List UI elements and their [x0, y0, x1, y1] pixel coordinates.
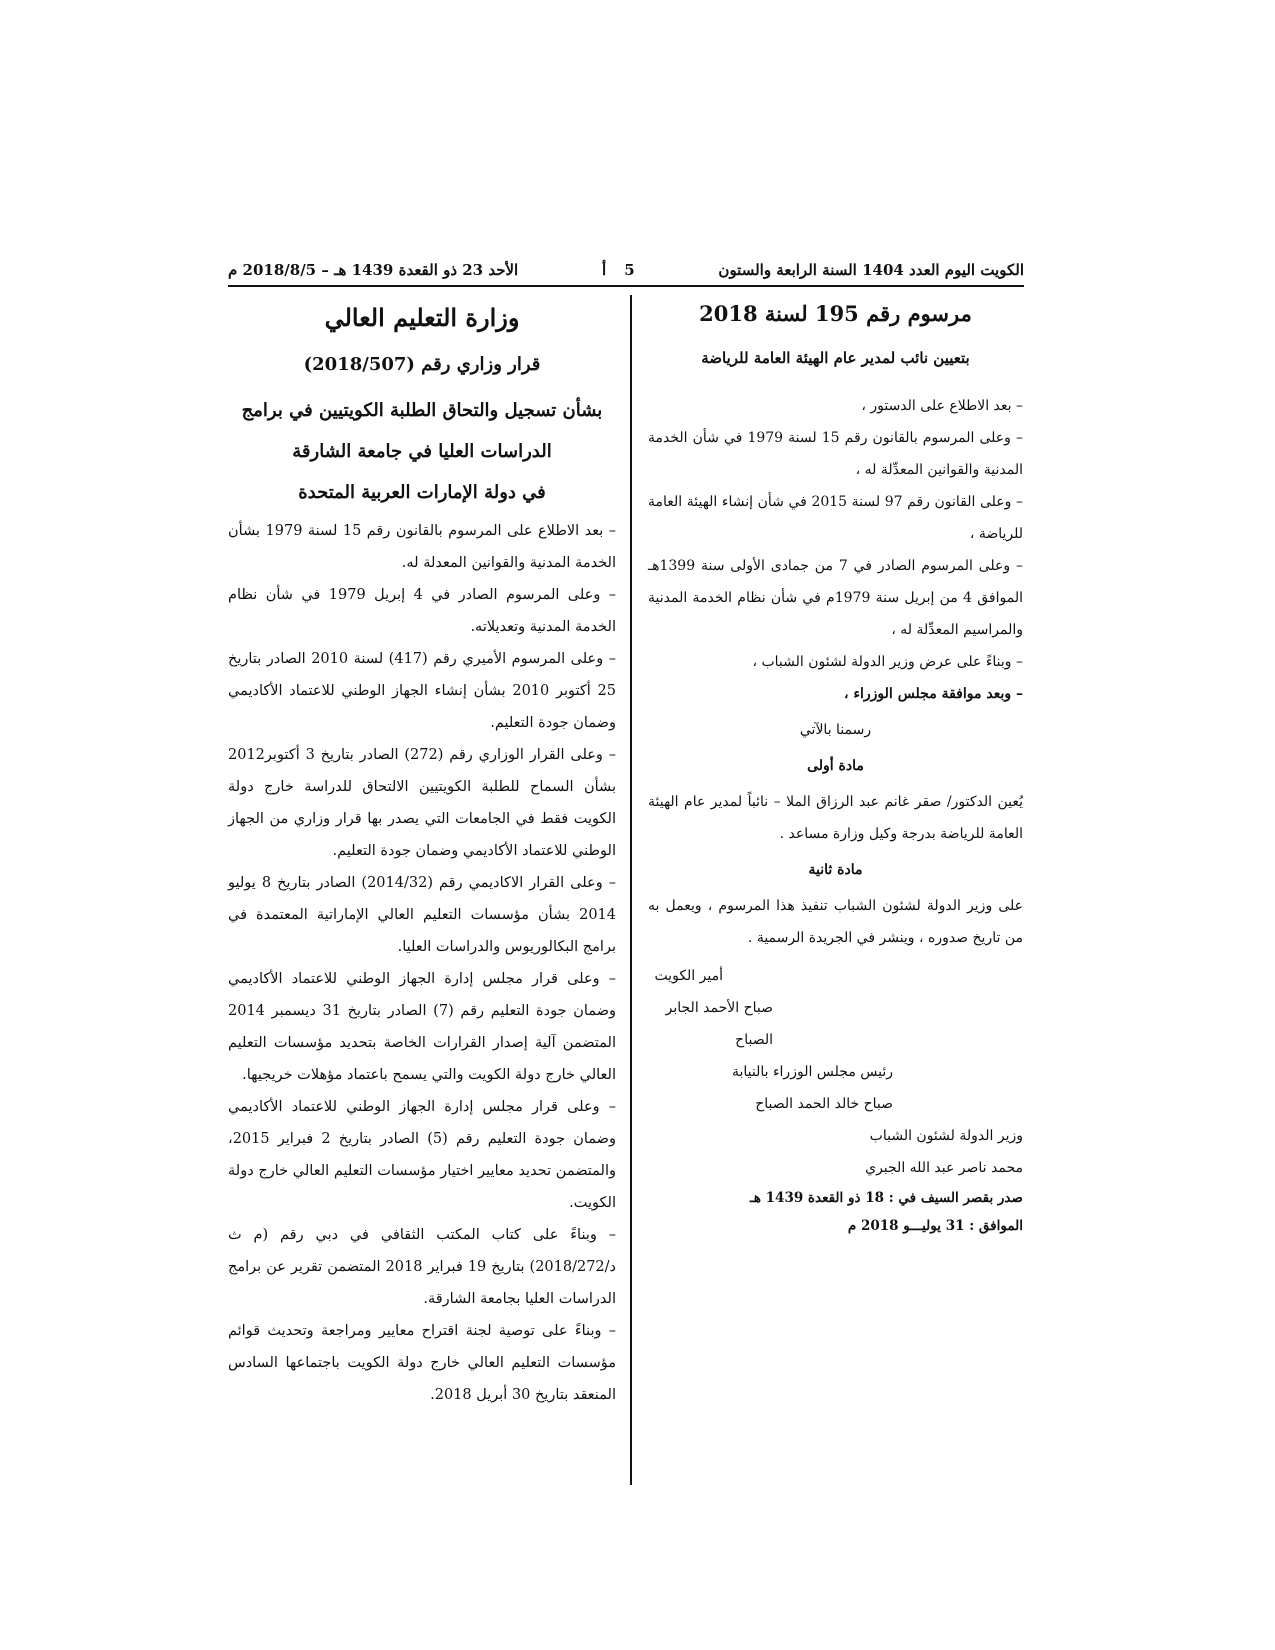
header-gazette-info: الكويت اليوم العدد 1404 السنة الرابعة والستون — [718, 261, 1024, 279]
decision-paragraph: – وعلى المرسوم الصادر في 4 إبريل 1979 في شأن نظام الخدمة المدنية وتعديلاته. — [228, 587, 616, 635]
ministry-title: وزارة التعليم العالي — [324, 303, 520, 332]
header-date: الأحد 23 ذو القعدة 1439 هـ – 2018/8/5 م — [228, 261, 519, 279]
decree-preamble-item: – وعلى المرسوم الصادر في 7 من جمادى الأولى سنة 1399هـ الموافق 4 من إبريل سنة 1979م في شأن نظام الخدمة المدنية والمراسيم المعدِّلة له ، — [648, 558, 1023, 638]
decision-paragraph: – وعلى القرار الوزاري رقم (272) الصادر بتاريخ 3 أكتوبر2012 بشأن السماح للطلبة الكويتيين الالتحاق للدراسة خارج دولة الكويت فقط في الجامعات التي يصدر بها قرار وزاري من الجهاز الوطني للاعتماد الأكاديمي وضمان جودة التعليم. — [228, 747, 616, 859]
signature-block — [648, 960, 1023, 1240]
minister-name: محمد ناصر عبد الله الجبري — [865, 1160, 1023, 1176]
decree-phrase: رسمنا بالآتي — [799, 722, 872, 738]
amir-title: أمير الكويت — [654, 968, 723, 984]
decision-paragraph: – وبناءً على توصية لجنة اقتراح معايير ومراجعة وتحديث قوائم مؤسسات التعليم العالي خارج دولة الكويت باجتماعها السادس المنعقد بتاريخ 30 أبريل 2018. — [228, 1323, 616, 1403]
decree-preamble-item: – وعلى القانون رقم 97 لسنة 2015 في شأن إنشاء الهيئة العامة للرياضة ، — [648, 494, 1023, 542]
article1-heading: مادة أولى — [807, 758, 864, 774]
issued-hijri: صدر بقصر السيف في : 18 ذو القعدة 1439 هـ — [749, 1190, 1023, 1206]
minister-title: وزير الدولة لشئون الشباب — [869, 1128, 1023, 1144]
decision-paragraph: – وعلى قرار مجلس إدارة الجهاز الوطني للاعتماد الأكاديمي وضمان جودة التعليم رقم (7) الصادر بتاريخ 31 ديسمبر 2014 المتضمن آلية إصدار القرارات الخاصة بتحديد مؤسسات التعليم العالي خارج دولة الكويت والتي يسمح باعتماد مؤهلات خريجيها. — [228, 971, 617, 1083]
decision-paragraph: – وعلى قرار مجلس إدارة الجهاز الوطني للاعتماد الأكاديمي وضمان جودة التعليم رقم (5) الصادر بتاريخ 2 فبراير 2015، والمتضمن تحديد معايير اختيار مؤسسات التعليم العالي خارج دولة الكويت. — [228, 1099, 617, 1211]
issued-gregorian: الموافق : 31 يوليـــو 2018 م — [847, 1218, 1023, 1234]
decree-preamble-item: – وبعد موافقة مجلس الوزراء ، — [844, 686, 1023, 702]
pm-name: صباح خالد الحمد الصباح — [755, 1096, 893, 1112]
decision-subject-line: الدراسات العليا في جامعة الشارقة — [292, 441, 552, 462]
decree-title: مرسوم رقم 195 لسنة 2018 — [699, 301, 972, 326]
decision-paragraph: – وبناءً على كتاب المكتب الثقافي في دبي رقم (م ث د/2018/272) بتاريخ 19 فبراير 2018 المتضمن تقرير عن برامج الدراسات العليا بجامعة الشارقة. — [228, 1227, 616, 1307]
header-page-number — [602, 261, 635, 279]
decree-subject: بتعيين نائب لمدير عام الهيئة العامة للرياضة — [701, 349, 970, 367]
decree-preamble-item: – وعلى المرسوم بالقانون رقم 15 لسنة 1979 في شأن الخدمة المدنية والقوانين المعدِّلة له ، — [648, 430, 1024, 478]
decree-preamble-item: – وبناءً على عرض وزير الدولة لشئون الشباب ، — [752, 654, 1023, 670]
decision-column — [228, 298, 616, 1411]
column-divider — [630, 295, 632, 1485]
article1-text: يُعين الدكتور/ صقر غانم عبد الرزاق الملا – نائباً لمدير عام الهيئة العامة للرياضة بدرجة وكيل وزارة مساعد . — [648, 794, 1023, 842]
decision-paragraph: – وعلى المرسوم الأميري رقم (417) لسنة 2010 الصادر بتاريخ 25 أكتوبر 2010 بشأن إنشاء الجهاز الوطني للاعتماد الأكاديمي وضمان جودة التعليم. — [228, 651, 616, 731]
decision-subject-line: في دولة الإمارات العربية المتحدة — [298, 482, 546, 503]
amir-name: صباح الأحمد الجابر الصباح — [665, 1000, 773, 1048]
article2-heading: مادة ثانية — [808, 862, 863, 878]
article2-text: على وزير الدولة لشئون الشباب تنفيذ هذا المرسوم ، ويعمل به من تاريخ صدوره ، وينشر في الجريدة الرسمية . — [648, 898, 1023, 946]
decision-subject-line: بشأن تسجيل والتحاق الطلبة الكويتيين في برامج — [241, 400, 603, 421]
decision-title: قرار وزاري رقم (2018/507) — [303, 354, 541, 375]
decision-paragraph: – وعلى القرار الاكاديمي رقم (2014/32) الصادر بتاريخ 8 يوليو 2014 بشأن مؤسسات التعليم العالي الإماراتية المعتمدة في برامج البكالوريوس والدراسات العليا. — [228, 875, 617, 955]
page-header — [228, 255, 1024, 287]
decree-column — [648, 298, 1023, 1240]
page-number: 5 — [624, 261, 635, 279]
decree-preamble-item: – بعد الاطلاع على الدستور ، — [861, 398, 1023, 414]
page-letter: أ — [602, 261, 607, 279]
decision-paragraph: – بعد الاطلاع على المرسوم بالقانون رقم 15 لسنة 1979 بشأن الخدمة المدنية والقوانين المعدلة له. — [228, 523, 616, 571]
pm-title: رئيس مجلس الوزراء بالنيابة — [731, 1064, 893, 1080]
